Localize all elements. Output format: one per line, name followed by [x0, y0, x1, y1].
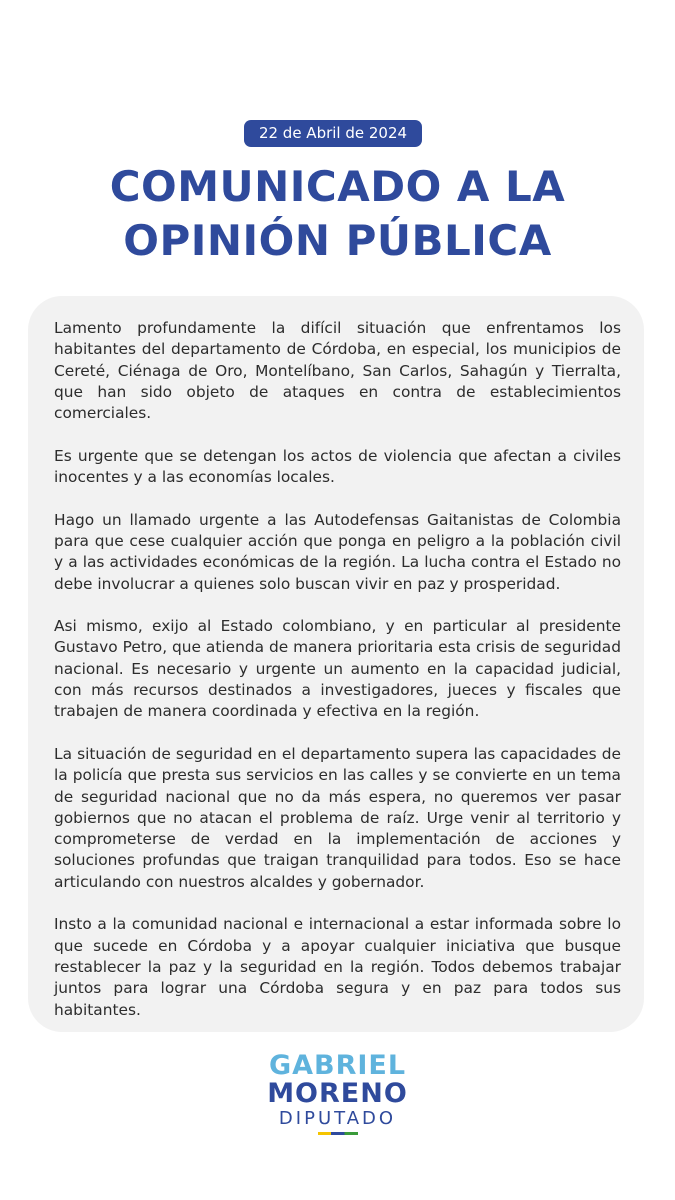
statement-body — [54, 318, 621, 1021]
page-title — [0, 160, 675, 268]
logo-first-name: GABRIEL — [268, 1050, 407, 1081]
paragraph-2: Es urgente que se detengan los actos de violencia que afectan a civiles inocentes y a las economías locales. — [54, 446, 621, 487]
paragraph-4: Asi mismo, exijo al Estado colombiano, y en particular al presidente Gustavo Petro, que atienda de manera prioritaria esta crisis de seguridad nacional. Es necesario y urgente un aumento en la capacidad judicial, con más recursos destinados a investigadores, jueces y fiscales que trabajen de manera coordinada y efectiva en la región. — [54, 617, 621, 721]
title-line-2: OPINIÓN PÚBLICA — [123, 216, 552, 265]
logo-role: DIPUTADO — [278, 1108, 397, 1129]
signature-logo — [0, 1052, 675, 1135]
paragraph-1: Lamento profundamente la difícil situación que enfrentamos los habitantes del departamento de Córdoba, en especial, los municipios de Cereté, Ciénaga de Oro, Montelíbano, San Carlos, Sahagún y Tierralta, que han sido objeto de ataques en contra de establecimientos comerciales. — [54, 319, 621, 423]
paragraph-3: Hago un llamado urgente a las Autodefensas Gaitanistas de Colombia para que cese cualquier acción que ponga en peligro a la población civil y a las actividades económicas de la región. La lucha contra el Estado no debe involucrar a quienes solo buscan vivir en paz y prosperidad. — [54, 510, 621, 593]
logo-last-name: MORENO — [267, 1078, 408, 1109]
title-line-1: COMUNICADO A LA — [109, 162, 566, 211]
paragraph-5: La situación de seguridad en el departamento supera las capacidades de la policía que presta sus servicios en las calles y se convierte en un tema de seguridad nacional que no da más espera, no queremos ver pasar gobiernos que no atacan el problema de raíz. Urge venir al territorio y comprometerse de verdad en la implementación de acciones y soluciones profundas que traigan tranquilidad para todos. Eso se hace articulando con nuestros alcaldes y gobernador. — [54, 744, 621, 891]
paragraph-6: Insto a la comunidad nacional e internacional a estar informada sobre lo que sucede en Córdoba y a apoyar cualquier iniciativa que busque restablecer la paz y la seguridad en la región. Todos debemos trabajar juntos para lograr una Córdoba segura y en paz para todos sus habitantes. — [54, 915, 621, 1019]
flag-stripe-icon — [318, 1132, 358, 1135]
date-badge: 22 de Abril de 2024 — [244, 120, 422, 147]
